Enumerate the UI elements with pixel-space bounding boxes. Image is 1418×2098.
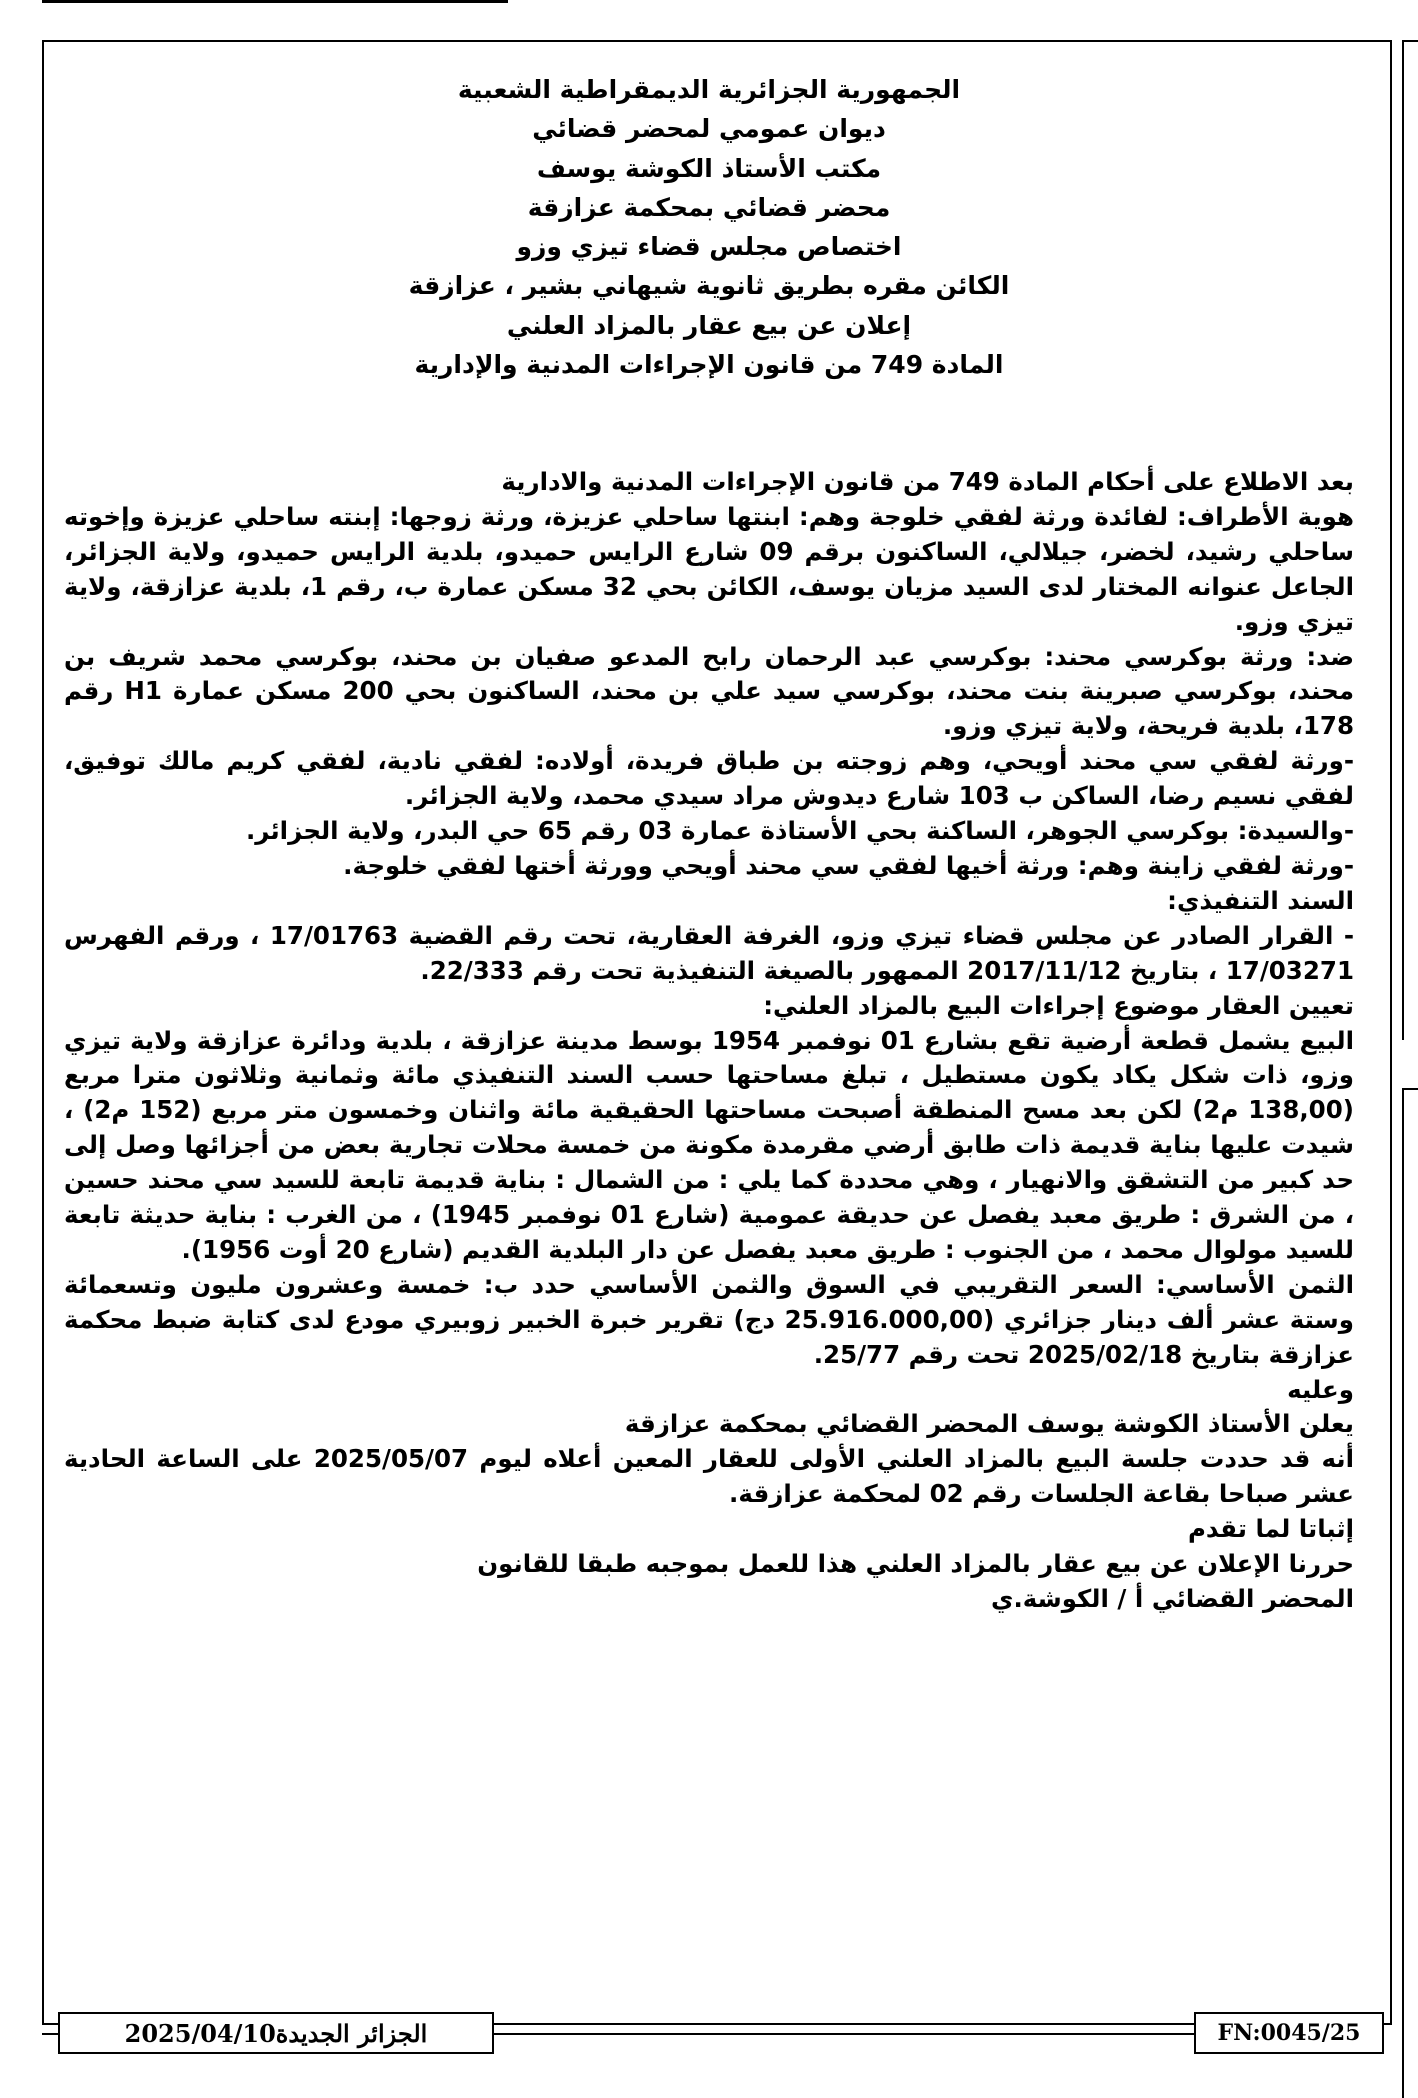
side-margin-mark-upper — [1402, 40, 1418, 1040]
header-line-jurisdiction: اختصاص مجلس قضاء تيزي وزو — [516, 232, 902, 262]
paragraph-parties-defendant: ضد: ورثة بوكرسي محند: بوكرسي عبد الرحمان رابح المدعو صفيان بن محند، بوكرسي محمد شريف بن محند، بوكرسي صبرينة بنت محند، بوكرسي سيد علي بن محند، الساكنون بحي 200 مسكن عمارة H1 رقم 178، بلدية فريحة، ولاية تيزي وزو. — [64, 641, 1354, 741]
signature-line: المحضر القضائي أ / الكوشة.ي — [990, 1584, 1354, 1613]
header-line-bureau: مكتب الأستاذ الكوشة يوسف — [536, 153, 882, 183]
header-line-article: المادة 749 من قانون الإجراءات المدنية والإدارية — [414, 350, 1004, 380]
heading-property: تعيين العقار موضوع إجراءات البيع بالمزاد العلني: — [763, 990, 1354, 1020]
paragraph-drafted: حررنا الإعلان عن بيع عقار بالمزاد العلني هذا للعمل بموجبه طبقا للقانون — [477, 1549, 1354, 1579]
paragraph-heirs-zaina: -ورثة لفقي زاينة وهم: ورثة أخيها لفقي سي محند أويحي وورثة أختها لفقي خلوجة. — [343, 850, 1354, 880]
header-line-bailiff: محضر قضائي بمحكمة عزازقة — [527, 192, 891, 222]
footer-rule-middle — [494, 2033, 1194, 2035]
footer-rule-left — [42, 2033, 58, 2035]
heading-executive-title: السند التنفيذي: — [1167, 885, 1354, 915]
header-line-title: إعلان عن بيع عقار بالمزاد العلني — [506, 310, 912, 340]
header-line-address: الكائن مقره بطريق ثانوية شيهاني بشير ، عزازقة — [408, 271, 1010, 301]
paragraph-preamble: بعد الاطلاع على أحكام المادة 749 من قانون الإجراءات المدنية والادارية — [501, 467, 1354, 496]
paragraph-base-price: الثمن الأساسي: السعر التقريبي في السوق والثمن الأساسي حدد ب: خمسة وعشرون مليون وتسعمائة وستة عشر ألف دينار جزائري (25.916.000,00 دج) تقرير خبرة الخبير زوبيري مودع لدى كتابة ضبط محكمة عزازقة بتاريخ 2025/02/18 تحت رقم 25/77. — [64, 1269, 1354, 1369]
paragraph-in-witness: إثباتا لما تقدم — [1187, 1514, 1354, 1544]
publication-date: الجزائر الجديدة2025/04/10 — [124, 2018, 428, 2048]
header-line-republic: الجمهورية الجزائرية الديمقراطية الشعبية — [457, 75, 961, 104]
header-line-office: ديوان عمومي لمحضر قضائي — [532, 114, 886, 144]
paragraph-accordingly: وعليه — [1287, 1374, 1354, 1404]
paragraph-session-date: أنه قد حددت جلسة البيع بالمزاد العلني الأولى للعقار المعين أعلاه ليوم 2025/05/07 على الساعة الحادية عشر صباحا بقاعة الجلسات رقم 02 لمحكمة عزازقة. — [64, 1444, 1354, 1509]
paragraph-heirs-laffi: -ورثة لفقي سي محند أويحي، وهم زوجته بن طباق فريدة، أولاده: لفقي نادية، لفقي كريم مالك توفيق، لفقي نسيم رضا، الساكن ب 103 شارع ديدوش مراد سيدي محمد، ولاية الجزائر. — [64, 746, 1354, 811]
paragraph-mrs-boukersi: -والسيدة: بوكرسي الجوهر، الساكنة بحي الأستاذة عمارة 03 رقم 65 حي البدر، ولاية الجزائر. — [245, 816, 1354, 846]
file-number-box — [1194, 2012, 1384, 2054]
announcement-header — [60, 70, 1358, 384]
file-number: FN:0045/25 — [1217, 2020, 1361, 2046]
publication-date-box — [58, 2012, 494, 2054]
top-rule — [42, 0, 508, 3]
paragraph-announcer: يعلن الأستاذ الكوشة يوسف المحضر القضائي بمحكمة عزازقة — [624, 1409, 1354, 1439]
paragraph-parties-plaintiff: هوية الأطراف: لفائدة ورثة لفقي خلوجة وهم: ابنتها ساحلي عزيزة، ورثة زوجها: إبنته ساحلي عزيزة وإخوته ساحلي رشيد، لخضر، جيلالي، الساكنون برقم 09 شارع الرايس حميدو، بلدية الرايس حميدو، ولاية الجزائر، الجاعل عنوانه المختار لدى السيد مزيان يوسف، الكائن بحي 32 مسكن عمارة ب، رقم 1، بلدية عزازقة، ولاية تيزي وزو. — [64, 501, 1354, 636]
paragraph-property-description: البيع يشمل قطعة أرضية تقع بشارع 01 نوفمبر 1954 بوسط مدينة عزازقة ، بلدية ودائرة عزازقة ولاية تيزي وزو، ذات شكل يكاد يكون مستطيل ، تبلغ مساحتها حسب السند التنفيذي مائة وثمانية وثلاثون مترا مربع (138,00 م2) لكن بعد مسح المنطقة أصبحت مساحتها الحقيقية مائة واثنان وخمسون متر مربع (152 م2) ، شيدت عليها بناية قديمة ذات طابق أرضي مقرمدة مكونة من خمسة محلات تجارية بعض من أجزائها وصل إلى حد كبير من التشقق والانهيار ، وهي محددة كما يلي : من الشمال : بناية قديمة تابعة للسيد سي محند حسين ، من الشرق : طريق معبد يفصل عن حديقة عمومية (شارع 01 نوفمبر 1945) ، من الغرب : بناية حديثة تابعة للسيد مولوال محمد ، من الجنوب : طريق معبد يفصل عن دار البلدية القديم (شارع 20 أوت 1956). — [64, 1025, 1355, 1264]
paragraph-court-decision: - القرار الصادر عن مجلس قضاء تيزي وزو، الغرفة العقارية، تحت رقم القضية 17/01763 ، ورقم الفهرس 17/03271 ، بتاريخ 2017/11/12 الممهور بالصيغة التنفيذية تحت رقم 22/333. — [64, 920, 1355, 985]
announcement-body — [64, 465, 1354, 1617]
side-margin-mark-lower — [1402, 1088, 1418, 2098]
